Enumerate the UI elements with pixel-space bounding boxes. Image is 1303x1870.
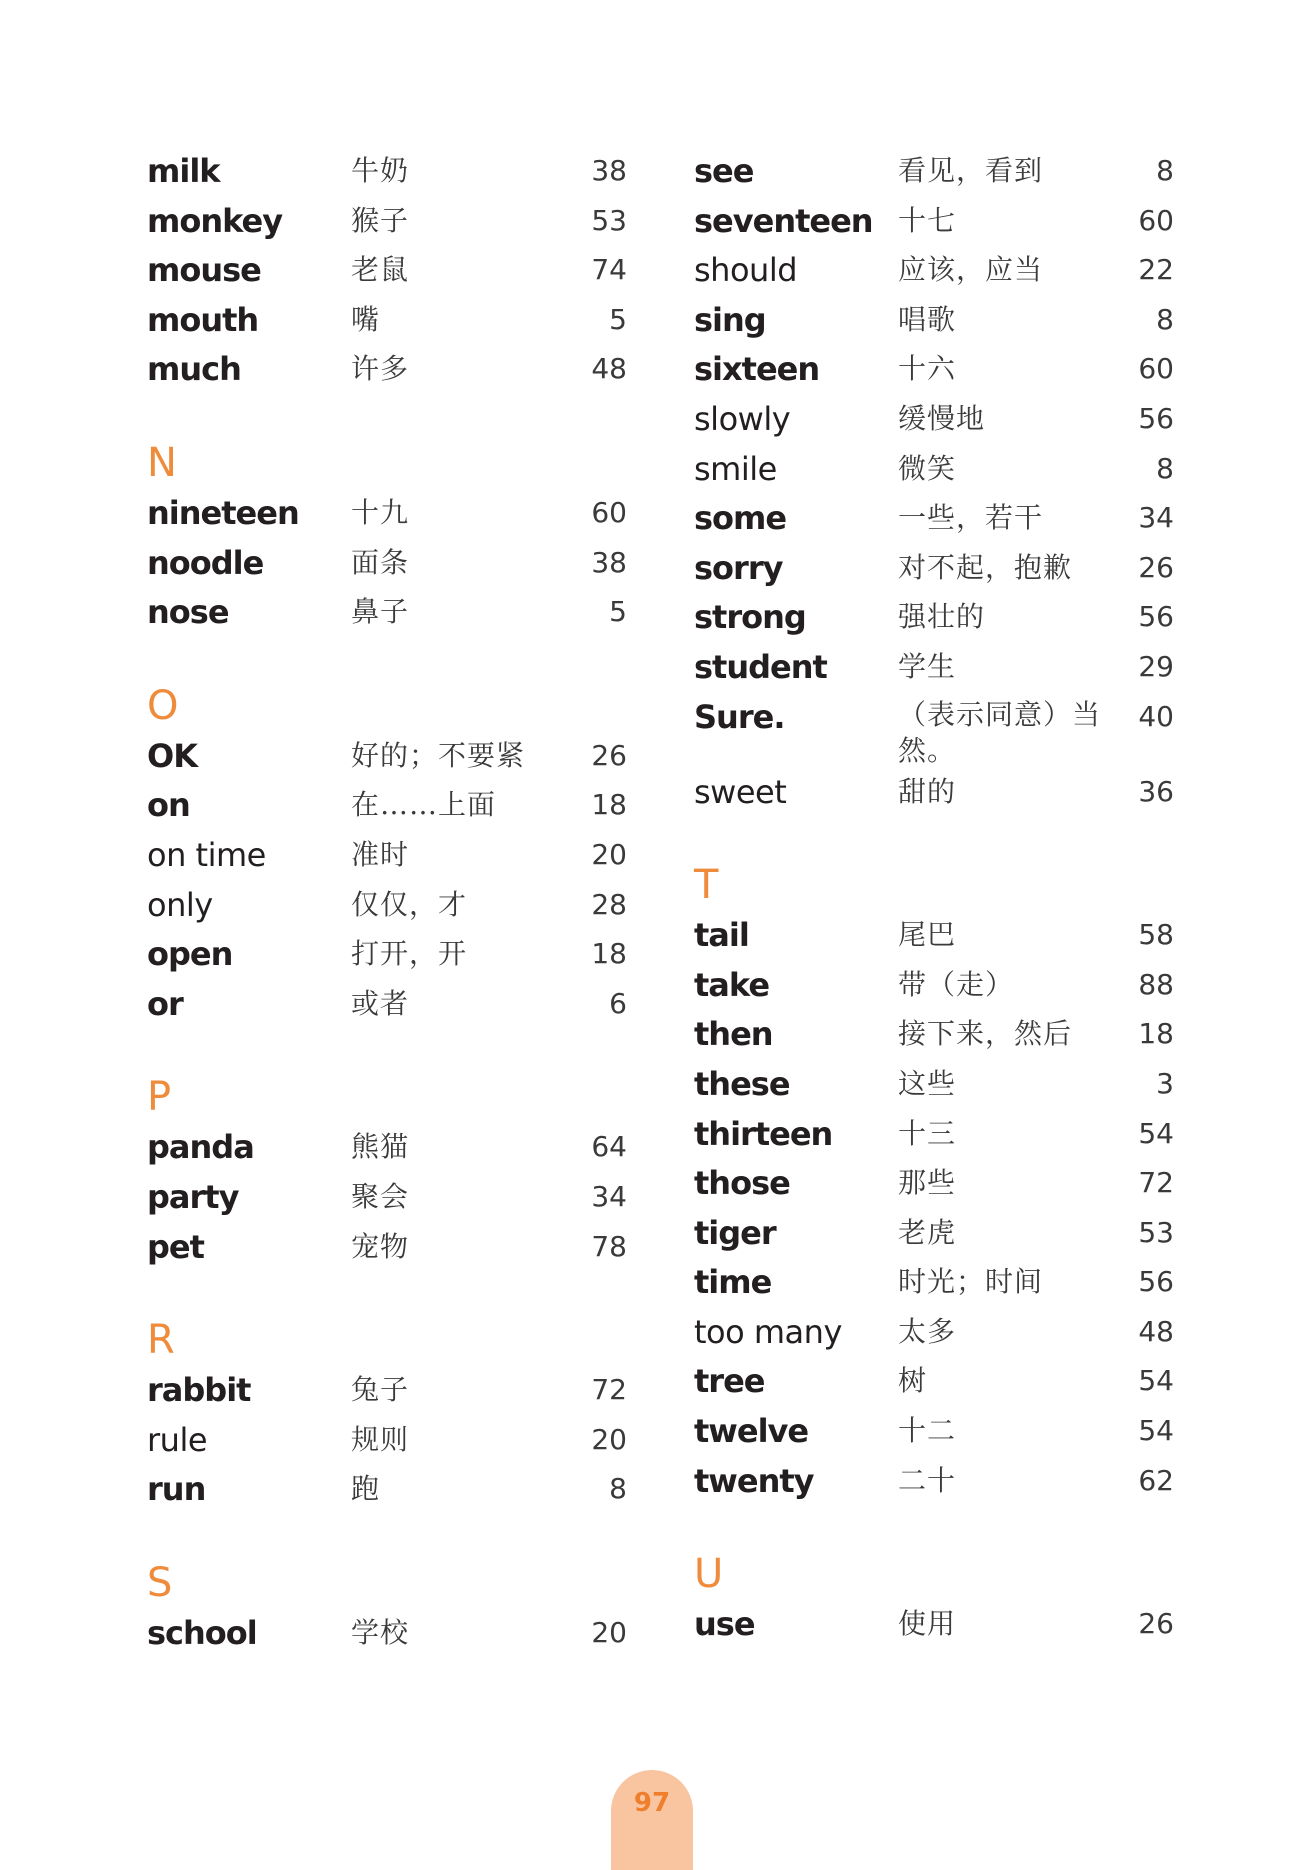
entry-word: those: [694, 1164, 790, 1203]
section-letter: T: [694, 862, 719, 909]
entry-page-number: 48: [1138, 1314, 1174, 1348]
entry-word: smile: [694, 449, 777, 488]
entry-word: on: [147, 786, 190, 825]
entry-page-number: 74: [591, 253, 627, 287]
entry-word: twelve: [694, 1412, 809, 1451]
entry-page-number: 18: [1138, 1017, 1174, 1051]
glossary-entry: [147, 148, 627, 198]
glossary-section: [694, 856, 1174, 1507]
page-number: 97: [611, 1770, 693, 1870]
entry-word: OK: [147, 736, 197, 775]
entry-word: nineteen: [147, 493, 299, 532]
entry-meaning: 老虎: [898, 1215, 957, 1249]
section-letter: P: [147, 1074, 172, 1121]
entry-page-number: 64: [591, 1130, 627, 1164]
glossary-entry: [694, 694, 1174, 769]
entry-meaning: （表示同意）当然。: [898, 697, 1102, 767]
glossary-entry: [147, 346, 627, 396]
entry-page-number: 8: [1156, 451, 1174, 485]
entry-word: milk: [147, 152, 220, 190]
glossary-entry: [694, 247, 1174, 297]
entry-meaning: 跑: [351, 1472, 381, 1506]
section-letter: N: [147, 439, 177, 486]
entry-meaning: 树: [898, 1364, 928, 1398]
glossary-entry: [147, 1417, 627, 1467]
entry-page-number: 3: [1156, 1066, 1174, 1100]
entry-word: party: [147, 1177, 239, 1216]
glossary-entry: [694, 962, 1174, 1012]
glossary-entry: [147, 1367, 627, 1417]
entry-meaning: 唱歌: [898, 302, 957, 336]
glossary-column-left: [147, 148, 627, 1697]
entry-page-number: 54: [1138, 1116, 1174, 1150]
entry-meaning: 鼻子: [351, 595, 410, 629]
entry-meaning: 对不起，抱歉: [898, 550, 1073, 584]
entry-page-number: 53: [591, 203, 627, 237]
glossary-entry: [147, 1174, 627, 1224]
entry-page-number: 28: [591, 887, 627, 921]
entry-meaning: 十七: [898, 203, 957, 237]
entry-word: tree: [694, 1362, 765, 1401]
entry-word: sing: [694, 300, 766, 339]
entry-word: see: [694, 152, 754, 190]
glossary-entry: [694, 1111, 1174, 1161]
entry-meaning: 应该，应当: [898, 253, 1044, 287]
entry-meaning: 那些: [898, 1166, 957, 1200]
entry-meaning: 熊猫: [351, 1130, 410, 1164]
section-letter: R: [147, 1317, 175, 1364]
entry-meaning: 十三: [898, 1116, 957, 1150]
glossary-entry: [694, 1061, 1174, 1111]
entry-page-number: 38: [591, 154, 627, 187]
entry-word: rule: [147, 1420, 208, 1459]
entry-page-number: 88: [1138, 967, 1174, 1001]
entry-word: some: [694, 499, 787, 538]
entry-page-number: 72: [1138, 1166, 1174, 1200]
entry-meaning: 规则: [351, 1422, 410, 1456]
section-letter: U: [694, 1551, 724, 1598]
glossary-entry: [147, 1466, 627, 1516]
glossary-entry: [147, 832, 627, 882]
section-letter: O: [147, 682, 179, 729]
entry-page-number: 53: [1138, 1215, 1174, 1249]
entry-page-number: 62: [1138, 1463, 1174, 1497]
glossary-entry: [694, 346, 1174, 396]
entry-meaning: 面条: [351, 545, 410, 579]
entry-word: seventeen: [694, 201, 873, 240]
entry-meaning: 十九: [351, 495, 410, 529]
glossary-entry: [147, 540, 627, 590]
entry-word: monkey: [147, 201, 283, 240]
entry-meaning: 嘴: [351, 302, 381, 336]
glossary-entry: [147, 931, 627, 981]
entry-word: these: [694, 1064, 790, 1103]
entry-word: school: [147, 1613, 257, 1652]
entry-meaning: 看见，看到: [898, 154, 1044, 187]
entry-meaning: 接下来，然后: [898, 1017, 1073, 1051]
entry-page-number: 20: [591, 837, 627, 871]
entry-page-number: 18: [591, 937, 627, 971]
entry-page-number: 48: [591, 352, 627, 386]
entry-meaning: 在……上面: [351, 788, 497, 822]
glossary-entry: [147, 1224, 627, 1274]
entry-word: pet: [147, 1227, 204, 1266]
entry-meaning: 兔子: [351, 1373, 410, 1407]
entry-page-number: 72: [591, 1373, 627, 1407]
entry-page-number: 20: [591, 1615, 627, 1649]
entry-page-number: 56: [1138, 600, 1174, 634]
entry-word: thirteen: [694, 1114, 833, 1153]
entry-meaning: 好的；不要紧: [351, 738, 526, 772]
entry-meaning: 二十: [898, 1463, 957, 1497]
entry-meaning: 十六: [898, 352, 957, 386]
glossary-section: [147, 677, 627, 1031]
entry-word: slowly: [694, 399, 791, 438]
entry-word: mouse: [147, 251, 261, 290]
entry-meaning: 宠物: [351, 1229, 410, 1263]
entry-page-number: 34: [591, 1179, 627, 1213]
glossary-entry: [694, 594, 1174, 644]
entry-word: on time: [147, 835, 266, 874]
glossary-entry: [147, 198, 627, 248]
glossary-entry: [694, 297, 1174, 347]
entry-word: much: [147, 350, 241, 389]
glossary-entry: [694, 1458, 1174, 1508]
entry-word: nose: [147, 593, 229, 632]
entry-word: only: [147, 885, 213, 924]
entry-word: rabbit: [147, 1371, 251, 1410]
entry-word: open: [147, 935, 233, 974]
entry-page-number: 34: [1138, 501, 1174, 535]
glossary-entry: [694, 1011, 1174, 1061]
glossary-entry: [147, 981, 627, 1031]
entry-meaning: 仅仅，才: [351, 887, 468, 921]
entry-word: student: [694, 647, 827, 686]
entry-word: twenty: [694, 1461, 814, 1500]
glossary-section: [694, 148, 1174, 818]
entry-meaning: 带（走）: [898, 967, 1015, 1001]
entry-word: sweet: [694, 772, 787, 811]
entry-word: should: [694, 251, 798, 290]
entry-meaning: 聚会: [351, 1179, 410, 1213]
glossary-entry: [694, 1210, 1174, 1260]
entry-page-number: 38: [591, 545, 627, 579]
entry-page-number: 56: [1138, 401, 1174, 435]
glossary-entry: [694, 1601, 1174, 1651]
glossary-section: [147, 434, 627, 639]
entry-page-number: 22: [1138, 253, 1174, 287]
glossary-entry: [694, 495, 1174, 545]
entry-page-number: 60: [1138, 352, 1174, 386]
glossary-entry: [694, 912, 1174, 962]
entry-page-number: 5: [609, 595, 627, 629]
entry-page-number: 40: [1138, 699, 1174, 733]
entry-page-number: 36: [1138, 774, 1174, 808]
entry-word: sorry: [694, 548, 783, 587]
glossary-column-right: [694, 148, 1174, 1689]
entry-meaning: 许多: [351, 352, 410, 386]
glossary-entry: [694, 396, 1174, 446]
entry-meaning: 一些，若干: [898, 501, 1044, 535]
entry-page-number: 8: [1156, 154, 1174, 187]
entry-word: then: [694, 1015, 773, 1054]
entry-word: noodle: [147, 543, 264, 582]
entry-meaning: 猴子: [351, 203, 410, 237]
entry-page-number: 60: [591, 495, 627, 529]
glossary-entry: [694, 446, 1174, 496]
entry-word: tail: [694, 916, 749, 955]
glossary-section: [147, 1068, 627, 1273]
entry-page-number: 54: [1138, 1364, 1174, 1398]
entry-page-number: 8: [1156, 302, 1174, 336]
glossary-section: [147, 1311, 627, 1516]
entry-word: time: [694, 1263, 772, 1302]
entry-word: use: [694, 1605, 755, 1644]
entry-meaning: 甜的: [898, 774, 957, 808]
entry-meaning: 准时: [351, 837, 410, 871]
entry-meaning: 太多: [898, 1314, 957, 1348]
glossary-section: [694, 1545, 1174, 1651]
glossary-entry: [694, 1309, 1174, 1359]
entry-meaning: 微笑: [898, 451, 957, 485]
glossary-entry: [694, 769, 1174, 819]
glossary-entry: [147, 589, 627, 639]
entry-word: tiger: [694, 1213, 776, 1252]
glossary-section: [147, 148, 627, 396]
glossary-entry: [147, 782, 627, 832]
entry-meaning: 学生: [898, 649, 957, 683]
glossary-entry: [147, 882, 627, 932]
entry-meaning: 十二: [898, 1414, 957, 1448]
section-letter: S: [147, 1559, 173, 1606]
entry-meaning: 老鼠: [351, 253, 410, 287]
entry-word: too many: [694, 1312, 842, 1351]
entry-word: strong: [694, 598, 806, 637]
entry-meaning: 这些: [898, 1066, 957, 1100]
glossary-entry: [147, 490, 627, 540]
entry-word: run: [147, 1470, 206, 1509]
entry-meaning: 学校: [351, 1615, 410, 1649]
entry-page-number: 5: [609, 302, 627, 336]
entry-page-number: 26: [1138, 550, 1174, 584]
entry-word: take: [694, 965, 770, 1004]
glossary-section: [147, 1554, 627, 1660]
entry-word: sixteen: [694, 350, 820, 389]
entry-meaning: 强壮的: [898, 600, 986, 634]
entry-meaning: 尾巴: [898, 918, 957, 952]
entry-page-number: 60: [1138, 203, 1174, 237]
glossary-entry: [694, 644, 1174, 694]
glossary-entry: [694, 1358, 1174, 1408]
entry-page-number: 26: [1138, 1607, 1174, 1641]
entry-meaning: 或者: [351, 986, 410, 1020]
entry-word: Sure.: [694, 697, 785, 736]
glossary-entry: [147, 1610, 627, 1660]
entry-word: panda: [147, 1128, 254, 1167]
entry-meaning: 打开，开: [351, 937, 468, 971]
entry-page-number: 78: [591, 1229, 627, 1263]
glossary-entry: [694, 545, 1174, 595]
entry-page-number: 26: [591, 738, 627, 772]
entry-page-number: 58: [1138, 918, 1174, 952]
entry-page-number: 18: [591, 788, 627, 822]
entry-page-number: 6: [609, 986, 627, 1020]
entry-page-number: 8: [609, 1472, 627, 1506]
glossary-entry: [694, 198, 1174, 248]
entry-meaning: 使用: [898, 1607, 957, 1641]
entry-page-number: 20: [591, 1422, 627, 1456]
entry-page-number: 54: [1138, 1414, 1174, 1448]
entry-meaning: 时光；时间: [898, 1265, 1044, 1299]
glossary-entry: [694, 148, 1174, 198]
entry-page-number: 29: [1138, 649, 1174, 683]
glossary-entry: [694, 1408, 1174, 1458]
glossary-entry: [694, 1259, 1174, 1309]
entry-page-number: 56: [1138, 1265, 1174, 1299]
glossary-entry: [147, 1124, 627, 1174]
entry-meaning: 牛奶: [351, 154, 410, 187]
glossary-entry: [694, 1160, 1174, 1210]
entry-meaning: 缓慢地: [898, 401, 986, 435]
glossary-entry: [147, 297, 627, 347]
glossary-entry: [147, 247, 627, 297]
entry-word: mouth: [147, 300, 259, 339]
glossary-entry: [147, 733, 627, 783]
entry-word: or: [147, 984, 183, 1023]
